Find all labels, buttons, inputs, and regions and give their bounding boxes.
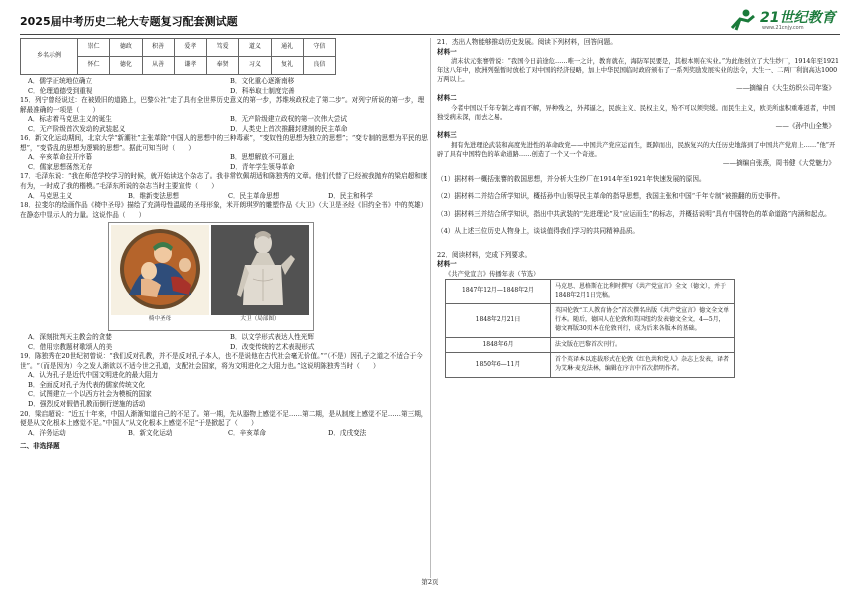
question-16: 16．新文化运动期间，北京大学“新潮社”主张革除“中国人的思想中的三种毒素”，“变奴性的思想为独立的思想”；“变专制的思想为平民的思想”，“变昏乱的思想为逻辑的思想”。据此可知当时（ ）	[20, 134, 428, 152]
table-text-cell: 英国伦敦“工人教育协会”首次撰名出版《共产党宣言》德文全文单行本。随后，德国人在伦敦和美国纽约发表德文全文，4—5月，德文再版30页本在伦敦刊行，成为后来各版本的基础。	[551, 304, 735, 337]
option: B．维新变法思想	[128, 191, 180, 200]
option: A．标志着马克思主义的诞生	[28, 115, 112, 124]
table-text-cell: 法文版在巴黎首次刊行。	[551, 337, 735, 353]
section-heading: 二、非选择题	[20, 442, 60, 451]
option: A．洋务运动	[28, 428, 66, 437]
material-label: 材料一	[437, 260, 457, 269]
image-caption: 椅中圣母	[148, 316, 172, 323]
name-cell: 笃爱	[207, 39, 239, 57]
table-row	[446, 304, 735, 337]
sub-question-4: （4）从上述三位历史人物身上，谈谈值得我们学习的共同精神品质。	[437, 227, 640, 236]
question-15: 15．列宁曾经说过：在被毁旧的道路上，巴黎公社“走了具有全世界历史意义的第一步，苏维埃政权走了第二步”。对列宁所说的第一步，理解最准确的一项是（ ）	[20, 96, 425, 114]
table-row	[446, 337, 735, 353]
question-19: 19．陈独秀在20世纪初曾说：“我们反对孔教，并不是反对孔子本人，也不是说他在古代社会毫无价值。”“（不是）因孔子之道之不适合于今世”。“（而是因为）今之发人渐欲以不适今世之孔道，支配社会国家，将为文明进化之大阻力也。”这说明陈独秀当时（ ）	[20, 352, 423, 370]
option: B．无产阶级建立政权的第一次伟大尝试	[230, 115, 347, 124]
table-date-cell: 1848年6月	[446, 337, 551, 353]
village-names-table	[20, 38, 336, 75]
table-text-cell: 马克思、恩格斯在比利时撰写《共产党宣言》全文（德文），并于1848年2月1日完稿。	[551, 280, 735, 304]
q18-options	[20, 333, 428, 352]
material-label: 材料三	[437, 131, 457, 140]
option: D．强烈反对假借孔教而倒行逆施的活动	[28, 400, 146, 409]
option: D．改变传统的艺术表现形式	[230, 342, 315, 351]
manifesto-timeline-table	[445, 279, 735, 378]
name-cell: 怀仁	[78, 57, 110, 75]
option: B．文化重心逐渐南移	[230, 77, 295, 85]
name-cell: 复礼	[271, 57, 303, 75]
question-22: 22．阅读材料，完成下列要求。	[437, 250, 532, 259]
left-column	[20, 38, 428, 452]
name-cell: 道义	[239, 39, 271, 57]
name-cell: 守信	[303, 39, 335, 57]
name-cell: 习义	[239, 57, 271, 75]
name-cell: 从善	[142, 57, 174, 75]
sub-question-3: （3）据材料三并结合所学知识，指出中共武装的“先进理论”及“应运而生”的标志，并概括说明“具有中国特色的革命道路”内涵和起点。	[437, 209, 831, 218]
table-text-cell: 首个英译本以连载形式在伦敦《红色共和党人》杂志上发表，译者为艾琳·麦克法林，编辑在序言中首次指明作者。	[551, 353, 735, 377]
option: D．民主和科学	[328, 191, 373, 200]
table-date-cell: 1850年6—11月	[446, 353, 551, 377]
sub-question-1: （1）据材料一概括张謇的救国思想，并分析大生纱厂在1914年至1921年快速发展的原因。	[437, 174, 706, 183]
question-21: 21．杰出人物能够推动历史发展。阅读下列材料，回答问题。	[437, 38, 617, 46]
question-20: 20．梁启超说：“近五十年来，中国人渐渐知道自己的不足了。第一期，先从器物上感觉不足……第二期，是从制度上感觉不足……第三期，便是从文化根本上感觉不足。”中国人“从文化根本上感觉不足”于是掀起了（ ）	[20, 409, 428, 428]
q16-options	[20, 153, 428, 172]
q19-options	[20, 371, 428, 409]
column-divider	[430, 38, 431, 578]
material-text: 今者中国以千年专制之毒而不解，异种残之，外邦逼之，民族主义、民权主义，殆不可以须臾缓。而民生主义，欧美所虑积重难返者，中国独受病未深，而去之易。	[437, 104, 836, 121]
name-cell: 爱孝	[174, 39, 206, 57]
q15-options	[20, 115, 428, 134]
option: A．认为孔子是近代中国文明进化的最大阻力	[28, 371, 159, 380]
q17-options	[20, 192, 428, 202]
david-sculpture-image	[211, 225, 309, 325]
header-rule	[20, 34, 840, 35]
option: C．试图建立一个以西方社会为模板的国家	[28, 390, 152, 399]
option: B．全面反对孔子为代表的儒家传统文化	[28, 380, 145, 389]
exam-title: 2025届中考历史二轮大专题复习配套测试题	[20, 15, 238, 28]
option: C．民主革命思想	[228, 191, 280, 200]
name-cell: 奉贤	[207, 57, 239, 75]
material-source: ——《孙中山全集》	[775, 121, 835, 130]
material-label: 材料一	[437, 47, 457, 56]
image-caption: 大卫（局部图）	[240, 316, 280, 323]
option: A．马克思主义	[28, 191, 73, 200]
madonna-painting-image	[111, 225, 209, 325]
material-text: 清末状元张謇曾说：“我国今日前途危……唯一之计，教育就在，海防军民要是，其根本则在实业。”为此他创立了大生纱厂，1914年至1921年这八年中，欧洲列强暂时放松了对中国的经济侵略，加上中华民国临时政府颁布了一系列奖励发展实业的法令，大生一、二两厂利润高达1000万两以上。	[437, 58, 839, 84]
name-cell: 德政	[110, 39, 142, 57]
option: B．思想解放不可遏止	[230, 153, 295, 162]
logo-brand: 21世纪教育	[760, 10, 836, 26]
question-18: 18．拉斐尔的绘画作品《椅中圣母》描绘了充满母性温暖的圣母形象，米开朗琪罗的雕塑作品《大卫》（大卫是圣经《旧约全书》中的英雄）在静态中显示人的力量。这说作品（ ）	[20, 201, 428, 219]
option: B．新文化运动	[128, 428, 173, 437]
names-row-label: 乡名示例	[21, 39, 78, 75]
logo-url: www.21cnjy.com	[762, 25, 804, 31]
table-title: 《共产党宣言》传播年表（节选）	[445, 270, 540, 278]
name-cell: 崇仁	[78, 39, 110, 57]
option: D．青年学生领导革命	[230, 162, 295, 171]
table-row	[446, 280, 735, 304]
name-cell: 德化	[110, 57, 142, 75]
name-cell: 积善	[142, 39, 174, 57]
option: A．儒学正统地位确立	[28, 77, 93, 85]
option: B．以文学形式表达人性光辉	[230, 333, 314, 342]
option: C．伦理道德受到重视	[28, 86, 93, 95]
material-source: ——摘编自《大生纺织公司年鉴》	[736, 84, 835, 93]
table-date-cell: 1848年2月21日	[446, 304, 551, 337]
site-logo	[726, 8, 836, 34]
question-17: 17．毛泽东说：“我在师范学校学习的时候，就开始读这个杂志了。我非常钦佩胡适和陈独秀的文章。他们代替了已经被我抛弃的梁启超和康有为，一时成了我的楷模。”毛泽东所说的杂志当时主要宣传（ ）	[20, 172, 428, 191]
table-row	[446, 353, 735, 377]
runner-logo-icon	[726, 8, 758, 32]
q20-options	[20, 429, 428, 439]
material-label: 材料二	[437, 94, 457, 103]
name-cell: 通礼	[271, 39, 303, 57]
page-number: 第2页	[421, 578, 439, 586]
material-source: ——摘编自张燕，周书健《大党魅力》	[722, 159, 835, 168]
q14-options	[20, 77, 428, 96]
option: C．辛亥革命	[228, 428, 267, 437]
sub-question-2: （2）据材料二并结合所学知识，概括孙中山领导民主革命的指导思想，我国主张和中国“千年专制”被推翻的历史事件。	[437, 192, 785, 201]
option: D．科举取士制度完善	[230, 86, 295, 95]
option: C．儒家思想荡然无存	[28, 162, 93, 171]
right-column	[437, 38, 841, 378]
option: D．人类史上首次推翻封建制的民主革命	[230, 124, 348, 133]
option: C．借用宗教题材歌颂人的美	[28, 342, 113, 351]
name-cell: 良信	[303, 57, 335, 75]
name-cell: 谦孝	[174, 57, 206, 75]
option: C．无产阶级首次发动的武装起义	[28, 124, 126, 133]
table-date-cell: 1847年12月—1848年2月	[446, 280, 551, 304]
material-text: 拥有先进理论武装和高度先进性的革命政党——中国共产党应运而生，既踔而出，民族复兴的大任历史地落到了中国共产党肩上……“他”开辟了具有中国特色的革命道路……创造了一个又一个奇迹。	[437, 141, 836, 159]
artwork-images	[108, 222, 314, 331]
option: D．戊戌变法	[328, 428, 367, 437]
option: A．辛亥革命拉开序幕	[28, 153, 93, 162]
option: A．深刻批判天主教会的贪婪	[28, 333, 112, 342]
